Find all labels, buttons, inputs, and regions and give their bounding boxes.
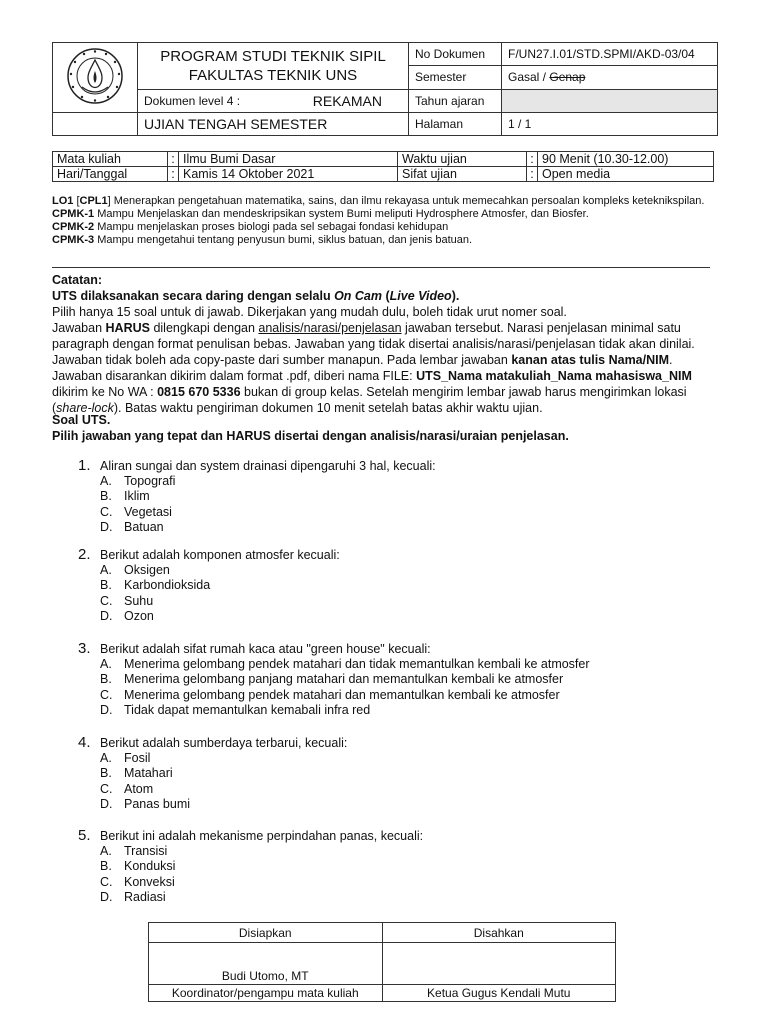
uns-seal-icon [60,45,130,107]
soal-section [52,412,714,444]
question-2 [78,547,718,624]
question-4 [78,735,718,812]
question-text: Aliran sungai dan system drainasi dipengaruhi 3 hal, kecuali: [100,459,436,473]
semester-value [502,66,718,89]
semester-genap: Genap [549,70,586,85]
option-d: D. Radiasi [100,889,166,904]
halaman-label: Halaman [409,112,502,135]
option-c: C. Atom [100,781,154,796]
learning-outcomes [52,195,714,247]
option-c: C. Suhu [100,593,154,608]
document-header-table [52,42,718,136]
signature-table [148,922,616,1002]
notes-section [52,272,714,416]
mata-kuliah-value: Ilmu Bumi Dasar [179,152,398,167]
notes-line-2: Pilih hanya 15 soal untuk di jawab. Dikerjakan yang mudah dulu, boleh tidak urut nomer soal. [52,305,567,319]
option-a: A. Transisi [100,844,168,858]
mata-kuliah-label: Mata kuliah [53,152,168,167]
tahun-ajaran-label: Tahun ajaran [409,89,502,112]
cpmk2-text: Mampu menjelaskan proses biologi pada sel sebagai fondasi kehidupan [94,221,449,233]
question-3 [78,641,718,718]
exam-info-table [52,151,714,182]
university-logo [53,43,138,113]
tahun-ajaran-value [502,89,718,112]
semester-label: Semester [409,66,502,89]
question-text: Berikut adalah sumberdaya terbarui, kecuali: [100,736,348,750]
waktu-ujian-label: Waktu ujian [398,152,527,167]
option-d: D. Tidak dapat memantulkan kemabali infra red [100,702,371,717]
option-a: A. Menerima gelombang pendek matahari dan tidak memantulkan kembali ke atmosfer [100,657,590,671]
question-text: Berikut ini adalah mekanisme perpindahan panas, kecuali: [100,829,424,843]
option-b: B. Menerima gelombang panjang matahari dan memantulkan kembali ke atmosfer [100,672,564,687]
lo1-line [52,195,714,208]
option-d: D. Batuan [100,519,164,534]
option-d: D. Ozon [100,608,154,623]
option-b: B. Konduksi [100,859,176,874]
cpmk3-text: Mampu mengetahui tentang penyusun bumi, siklus batuan, dan jenis batuan. [94,234,473,246]
option-c: C. Vegetasi [100,504,172,519]
notes-line-5: Jawaban disarankan dikirim dalam format .pdf, diberi nama FILE: UTS_Nama matakuliah_Nama mahasiswa_NIM [52,369,692,383]
lo1-code: LO1 [52,195,74,207]
question-5 [78,828,718,905]
divider [52,267,710,268]
approved-label: Disahkan [382,923,616,943]
colon: : [168,152,179,167]
document-level-cell [138,89,409,112]
cpmk1-text: Mampu Menjelaskan dan mendeskripsikan system Bumi meliputi Hydrosphere Atmosfer, dan Biosfer. [94,208,589,220]
no-dokumen-value: F/UN27.I.01/STD.SPMI/AKD-03/04 [502,43,718,66]
option-a: A. Topografi [100,474,176,488]
hari-tanggal-value: Kamis 14 Oktober 2021 [179,167,398,182]
doc-level-label: Dokumen level 4 : [144,93,241,108]
no-dokumen-label: No Dokumen [409,43,502,66]
colon: : [527,152,538,167]
option-a: A. Fosil [100,751,151,765]
cpmk1-code: CPMK-1 [52,208,95,220]
halaman-value: 1 / 1 [502,112,718,135]
notes-line-6: dikirim ke No WA : 0815 670 5336 bukan di group kelas. Setelah mengirim lembar jawab harus mengirimkan lokasi (share-lock). Batas waktu pengiriman dokumen 10 menit setelah batas akhir waktu ujian. [52,385,687,415]
colon: : [527,167,538,182]
program-name: PROGRAM STUDI TEKNIK SIPIL [160,47,386,65]
option-b: B. Matahari [100,766,173,781]
soal-heading: Soal UTS. [52,413,111,427]
option-b: B. Karbondioksida [100,578,211,593]
waktu-ujian-value: 90 Menit (10.30-12.00) [538,152,714,167]
question-number: 2. [78,546,91,563]
question-text: Berikut adalah komponen atmosfer kecuali: [100,548,340,562]
option-a: A. Oksigen [100,563,170,577]
cpmk3-line [52,234,714,247]
soal-instruction: Pilih jawaban yang tepat dan HARUS disertai dengan analisis/narasi/uraian penjelasan. [52,429,569,443]
sifat-ujian-label: Sifat ujian [398,167,527,182]
semester-gasal: Gasal / [508,70,550,85]
question-text: Berikut adalah sifat rumah kaca atau "green house" kecuali: [100,642,431,656]
prepared-label: Disiapkan [149,923,383,943]
sifat-ujian-value: Open media [538,167,714,182]
notes-line-3: Jawaban HARUS dilengkapi dengan analisis/narasi/penjelasan jawaban tersebut. Narasi penjelasan minimal satu paragraph dengan format penulisan bebas. Jawaban yang tidak disertai analisis/narasi/penjelasan tidak akan dinilai. [52,321,695,351]
cpl1-code: CPL1 [79,195,108,207]
lo1-bracket: [ [73,195,80,207]
question-number: 5. [78,827,91,844]
option-b: B. Iklim [100,489,150,504]
question-number: 1. [78,457,91,474]
exam-title: UJIAN TENGAH SEMESTER [138,112,409,135]
program-title [138,43,409,90]
hari-tanggal-label: Hari/Tanggal [53,167,168,182]
option-c: C. Konveksi [100,874,175,889]
approved-name [382,943,616,985]
doc-level-value: REKAMAN [312,92,382,109]
notes-line-4: Jawaban tidak boleh ada copy-paste dari sumber manapun. Pada lembar jawaban kanan atas tulis Nama/NIM. [52,353,673,367]
question-1 [78,458,718,535]
notes-heading: Catatan: [52,273,103,287]
cpmk2-code: CPMK-2 [52,221,95,233]
lo1-text: ] Menerapkan pengetahuan matematika, sains, dan ilmu rekayasa untuk memecahkan persoalan kompleks keteknikspilan. [107,195,705,207]
question-number: 4. [78,734,91,751]
cpmk1-line [52,208,714,221]
notes-line-1: UTS dilaksanakan secara daring dengan selalu On Cam (Live Video). [52,289,460,303]
question-number: 3. [78,640,91,657]
cpmk3-code: CPMK-3 [52,234,95,246]
approved-role: Ketua Gugus Kendali Mutu [382,985,616,1002]
prepared-name: Budi Utomo, MT [149,943,383,985]
option-d: D. Panas bumi [100,796,191,811]
colon: : [168,167,179,182]
faculty-name: FAKULTAS TEKNIK UNS [188,66,358,84]
prepared-role: Koordinator/pengampu mata kuliah [149,985,383,1002]
cpmk2-line [52,221,714,234]
option-c: C. Menerima gelombang pendek matahari dan memantulkan kembali ke atmosfer [100,687,560,702]
